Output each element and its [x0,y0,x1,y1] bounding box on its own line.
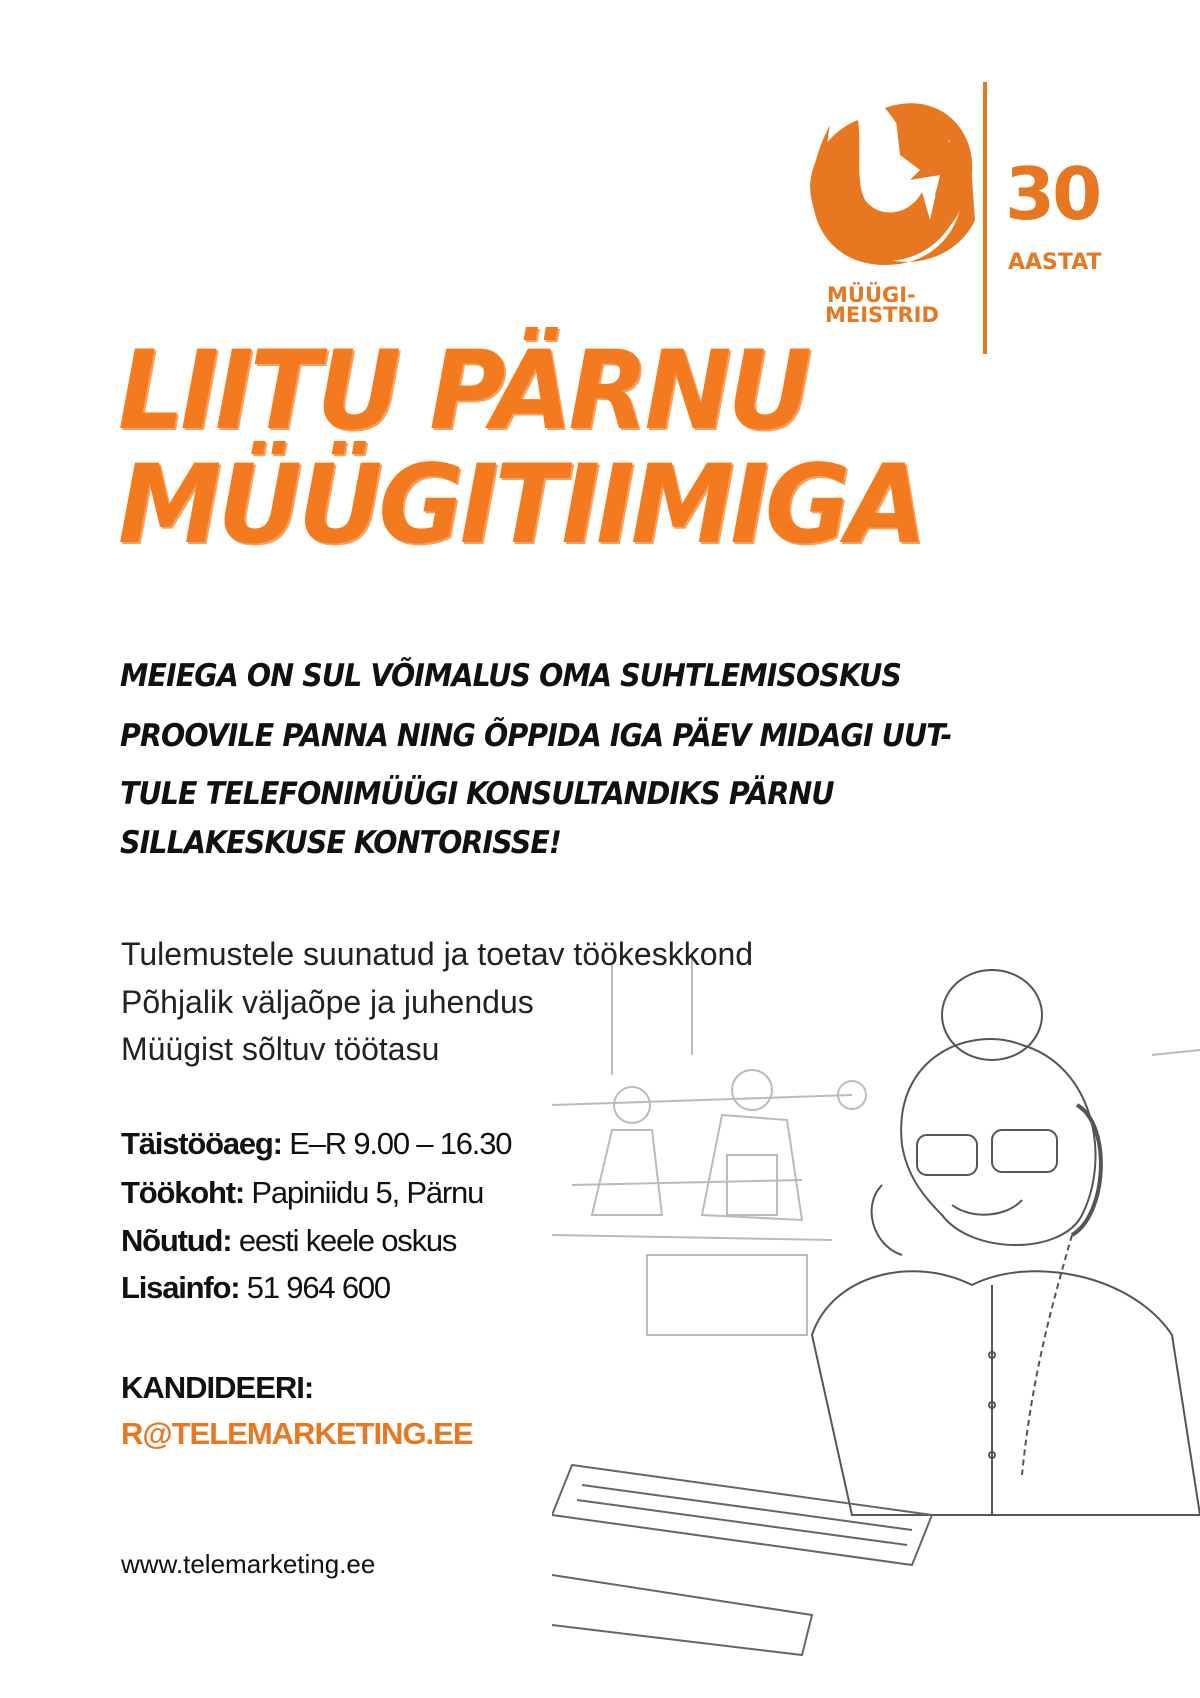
headline-line-2: MÜÜGITIIMIGA [118,439,923,569]
logo-brand-line1: MÜÜGI- [827,283,916,307]
detail-value: Papiniidu 5, Pärnu [251,1175,484,1210]
detail-requirements [121,1225,456,1256]
keyboard-sketch [552,1465,932,1655]
background-office-sketch [552,955,1200,1335]
detail-value[interactable]: 51 964 600 [246,1270,390,1305]
detail-workplace [121,1177,483,1208]
anniversary-number: 30 [1005,152,1100,236]
detail-label: Lisainfo: [121,1270,240,1305]
detail-value: E–R 9.00 – 16.30 [289,1126,512,1161]
woman-with-headset-sketch [812,970,1200,1515]
benefit-1: Tulemustele suunatud ja toetav töökeskkond [121,936,754,972]
apply-label: KANDIDEERI: [121,1370,314,1405]
call-center-illustration [552,955,1200,1698]
detail-label: Töökoht: [121,1175,244,1210]
detail-contact-phone [121,1272,390,1303]
benefit-3: Müügist sõltuv töötasu [121,1031,440,1067]
detail-working-hours [121,1128,511,1159]
intro-line-3: TULE TELEFONIMÜÜGI KONSULTANDIKS PÄRNU [120,776,834,812]
logo-brand-line2: MEISTRID [825,303,939,327]
intro-line-4: SILLAKESKUSE KONTORISSE! [120,825,562,861]
benefit-2: Põhjalik väljaõpe ja juhendus [121,984,534,1020]
detail-value: eesti keele oskus [238,1223,457,1258]
headline-line-1: LIITU PÄRNU [118,325,808,455]
anniversary-label: AASTAT [1008,250,1102,275]
apply-email-link[interactable]: R@TELEMARKETING.EE [121,1416,473,1451]
company-logo [800,80,1130,360]
website-link[interactable]: www.telemarketing.ee [121,1549,376,1579]
intro-line-2: PROOVILE PANNA NING ÕPPIDA IGA PÄEV MIDAGI UUT- [120,718,952,754]
intro-line-1: MEIEGA ON SUL VÕIMALUS OMA SUHTLEMISOSKUS [120,658,902,694]
detail-label: Täistööaeg: [121,1126,282,1161]
detail-label: Nõutud: [121,1223,232,1258]
